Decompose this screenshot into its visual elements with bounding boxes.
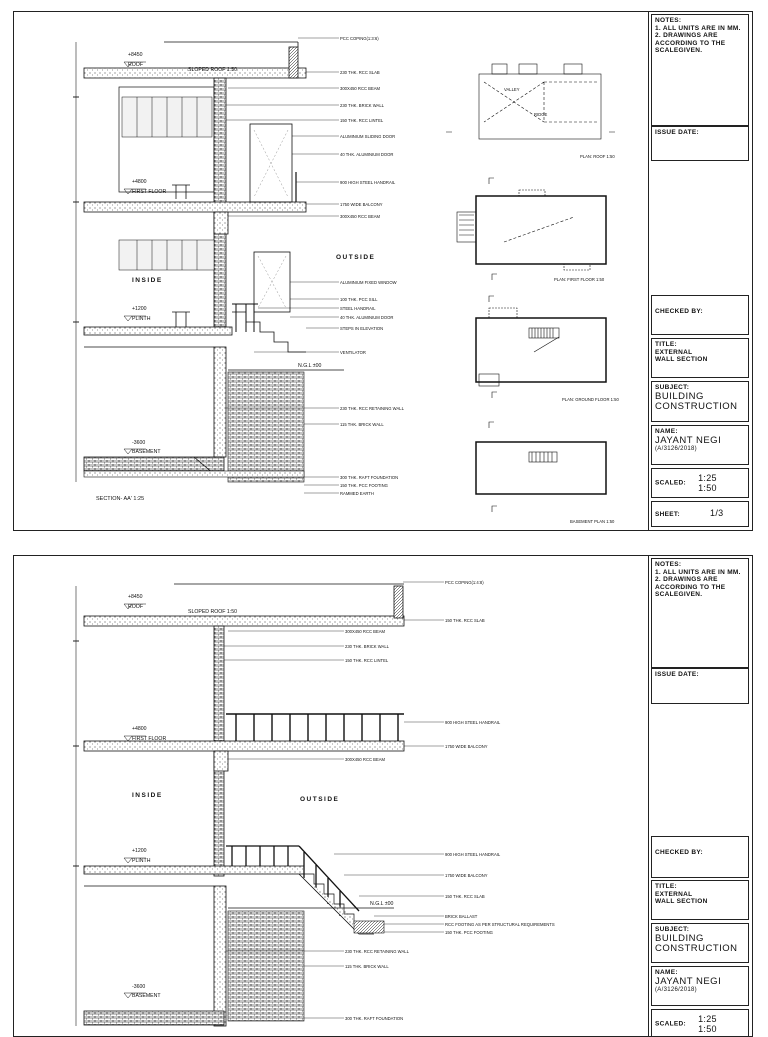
- title-line: WALL SECTION: [655, 356, 708, 363]
- callout-label: 300 THK. RAFT FOUNDATION: [340, 475, 399, 480]
- notes-heading: NOTES:: [655, 17, 682, 24]
- callout-label: 150 THK. PCC FOOTING: [445, 930, 493, 935]
- callout-label: 115 THK. BRICK WALL: [340, 422, 384, 427]
- plinth-level-value: +1200: [132, 848, 147, 854]
- callout-label: RCC FOOTING AS PER STRUCTURAL REQUIREMENTS: [445, 922, 555, 927]
- roll-number: (A/3126/2018): [655, 445, 697, 452]
- first-floor-level-label: FIRST FLOOR: [132, 189, 167, 195]
- student-name: JAYANT NEGI: [655, 434, 722, 446]
- note-item: 2. DRAWINGS ARE ACCORDING TO THE SCALEGIVEN.: [655, 576, 726, 598]
- plan-caption-ground: PLAN: GROUND FLOOR 1:50: [562, 397, 619, 402]
- checked-by-box: [651, 295, 749, 335]
- student-name: JAYANT NEGI: [655, 975, 722, 987]
- callout-label: 150 THK. RCC SLAB: [445, 894, 485, 899]
- name-heading: NAME:: [655, 428, 678, 435]
- callout-label: 300X450 RCC BEAM: [345, 757, 386, 762]
- notes-box: [651, 14, 749, 126]
- scale-value: 1:50: [698, 483, 717, 493]
- basement-plan: [476, 422, 606, 512]
- scaled-label: SCALED:: [655, 479, 686, 487]
- outside-label: OUTSIDE: [336, 254, 376, 261]
- subject-box: [651, 381, 749, 422]
- callout-label: 900 HIGH STEEL HANDRAIL: [445, 852, 501, 857]
- plinth-level-value: +1200: [132, 306, 147, 312]
- callout-label: ALUMINIUM SLIDING DOOR: [340, 134, 396, 139]
- callout-label: PCC COPING(1:3:6): [340, 36, 379, 41]
- drawing-sheet-2: [13, 555, 753, 1037]
- callout-label: 300X450 RCC BEAM: [345, 629, 386, 634]
- sheet-label: SHEET:: [655, 511, 680, 518]
- scale-box: [651, 468, 749, 498]
- sloped-roof-label: SLOPED ROOF 1:50: [188, 609, 238, 615]
- roof-level-label: ROOF: [128, 62, 143, 68]
- callout-label: STEEL HANDRAIL: [340, 306, 376, 311]
- callout-label: 40 THK. ALUMINIUM DOOR: [340, 152, 394, 157]
- ngl-label: N.G.L ±00: [370, 901, 394, 907]
- sheet-box: [651, 501, 749, 527]
- inside-label: INSIDE: [132, 277, 163, 284]
- scale-value: 1:25: [698, 473, 717, 483]
- callout-label: ALUMINIUM FIXED WINDOW: [340, 280, 397, 285]
- title-line: EXTERNAL: [655, 348, 693, 356]
- first-floor-plan: [457, 178, 606, 280]
- name-heading: NAME:: [655, 969, 678, 976]
- callout-label: 230 THK. BRICK WALL: [340, 103, 384, 108]
- issue-date-label: ISSUE DATE:: [655, 129, 699, 136]
- first-floor-level-label: FIRST FLOOR: [132, 736, 167, 742]
- sloped-roof-label: SLOPED ROOF 1:50: [188, 67, 238, 73]
- callout-label: 150 THK. RCC LINTEL: [345, 658, 389, 663]
- callout-label: 150 THK. RCC LINTEL: [340, 118, 384, 123]
- scale-value: 1:50: [698, 1024, 717, 1034]
- wall-section-svg: [14, 12, 648, 530]
- notes-box: [651, 558, 749, 668]
- title-box: [651, 338, 749, 378]
- issue-date-box: [651, 668, 749, 704]
- subject-box: [651, 923, 749, 963]
- callout-label: 40 THK. ALUMINIUM DOOR: [340, 315, 394, 320]
- subject-line: CONSTRUCTION: [655, 942, 738, 954]
- ngl-label: N.G.L ±00: [298, 363, 322, 369]
- basement-level-value: -3600: [132, 440, 146, 446]
- scale-box: [651, 1009, 749, 1037]
- note-item: 1. ALL UNITS ARE IN MM.: [655, 568, 741, 576]
- subject-line: BUILDING: [655, 932, 704, 944]
- callout-label: 900 HIGH STEEL HANDRAIL: [445, 720, 501, 725]
- callout-label: STEPS IN ELEVATION: [340, 326, 384, 331]
- roof-level-value: +8450: [128, 52, 143, 58]
- roof-level-label: ROOF: [128, 604, 143, 610]
- roll-number: (A/3126/2018): [655, 986, 697, 993]
- scaled-label: SCALED:: [655, 1020, 686, 1028]
- title-block: [648, 12, 753, 530]
- callout-label: 300X450 RCC BEAM: [340, 86, 381, 91]
- callout-label: 100 THK. PCC SILL: [340, 297, 378, 302]
- subject-heading: SUBJECT:: [655, 926, 690, 933]
- callout-label: 150 THK. RCC SLAB: [445, 618, 485, 623]
- section-drawing-area: [14, 12, 648, 530]
- basement-level-label: BASEMENT: [132, 449, 161, 455]
- checked-by-label: CHECKED BY:: [655, 849, 703, 856]
- issue-date-box: [651, 126, 749, 161]
- title-heading: TITLE:: [655, 341, 678, 348]
- title-heading: TITLE:: [655, 883, 678, 890]
- note-item: 2. DRAWINGS ARE ACCORDING TO THE SCALEGIVEN.: [655, 32, 726, 54]
- callout-label: 1750 WIDE BALCONY: [445, 873, 488, 878]
- title-line: WALL SECTION: [655, 898, 708, 905]
- callout-label: 230 THK. RCC RETAINING WALL: [345, 949, 409, 954]
- basement-level-value: -3600: [132, 984, 146, 990]
- section-drawing-area-2: [14, 556, 648, 1036]
- callout-label: 230 THK. RCC SLAB: [340, 70, 380, 75]
- callout-label: 300 THK. RAFT FOUNDATION: [345, 1016, 404, 1021]
- drawing-sheet-1: [13, 11, 753, 531]
- name-box: [651, 966, 749, 1006]
- plan-caption-first: PLAN: FIRST FLOOR 1:50: [554, 277, 605, 282]
- valley-label: VALLEY: [504, 87, 520, 92]
- plinth-level-label: PLINTH: [132, 316, 151, 322]
- callout-label: VENTILATOR: [340, 350, 366, 355]
- subject-line: CONSTRUCTION: [655, 400, 738, 412]
- first-floor-level-value: +4800: [132, 179, 147, 185]
- callout-label: 300X450 RCC BEAM: [340, 214, 381, 219]
- callout-label: 230 THK. RCC RETAINING WALL: [340, 406, 404, 411]
- callout-label: PCC COPING(1:4:8): [445, 580, 484, 585]
- callout-label: 230 THK. BRICK WALL: [345, 644, 389, 649]
- sheet-number: 1/3: [710, 508, 724, 518]
- checked-by-label: CHECKED BY:: [655, 308, 703, 315]
- ridge-label: RIDGE: [534, 112, 548, 117]
- ground-floor-plan: [476, 296, 606, 398]
- basement-level-label: BASEMENT: [132, 993, 161, 999]
- note-item: 1. ALL UNITS ARE IN MM.: [655, 24, 741, 32]
- scale-value: 1:25: [698, 1014, 717, 1024]
- title-line: EXTERNAL: [655, 890, 693, 898]
- inside-label: INSIDE: [132, 792, 163, 799]
- callout-label: 1750 WIDE BALCONY: [445, 744, 488, 749]
- plinth-level-label: PLINTH: [132, 858, 151, 864]
- issue-date-label: ISSUE DATE:: [655, 671, 699, 678]
- notes-heading: NOTES:: [655, 561, 682, 568]
- first-floor-level-value: +4800: [132, 726, 147, 732]
- section-title: SECTION- AA' 1:25: [96, 496, 145, 502]
- plan-caption-roof: PLAN: ROOF 1:50: [580, 154, 615, 159]
- callout-label: 1750 WIDE BALCONY: [340, 202, 383, 207]
- callout-label: 900 HIGH STEEL HANDRAIL: [340, 180, 396, 185]
- title-block-2: [648, 556, 753, 1036]
- callout-label: 115 THK. BRICK WALL: [345, 964, 389, 969]
- scale-values: [698, 1014, 717, 1034]
- subject-heading: SUBJECT:: [655, 384, 690, 391]
- outside-label: OUTSIDE: [300, 796, 340, 803]
- title-box: [651, 880, 749, 920]
- subject-line: BUILDING: [655, 390, 704, 402]
- roof-plan: [446, 64, 615, 139]
- callout-label: RAMMED EARTH: [340, 491, 374, 496]
- callout-label: BRICK BALLAST: [445, 914, 478, 919]
- roof-level-value: +8450: [128, 594, 143, 600]
- callout-label: 150 THK. PCC FOOTING: [340, 483, 388, 488]
- checked-by-box: [651, 836, 749, 878]
- scale-values: [698, 473, 717, 493]
- name-box: [651, 425, 749, 465]
- plan-caption-basement: BASEMENT PLAN 1:50: [570, 519, 615, 524]
